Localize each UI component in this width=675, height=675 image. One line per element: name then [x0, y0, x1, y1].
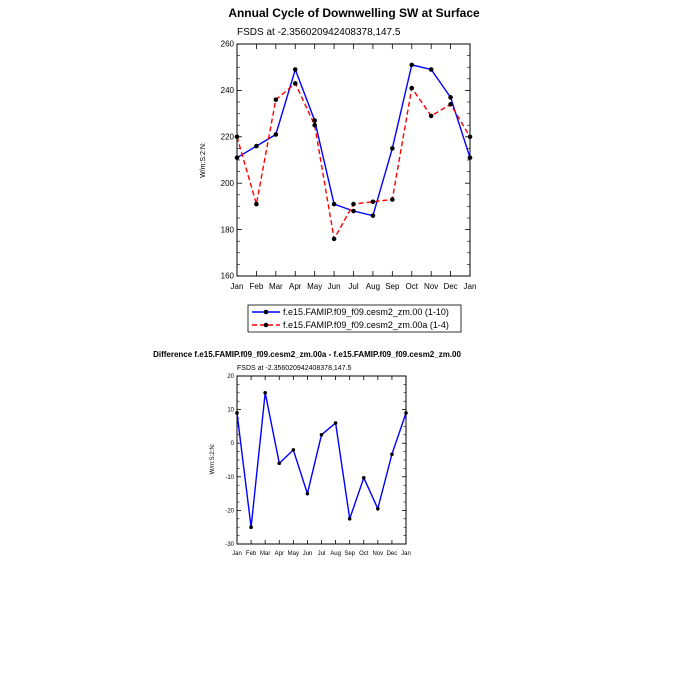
xtick-label: Sep	[344, 551, 356, 557]
ytick-label: 20	[227, 374, 234, 380]
series1-point-jan-12	[404, 411, 408, 415]
ytick-label: 220	[220, 132, 234, 142]
series1-point-feb-1	[254, 144, 259, 149]
series1-point-jul-6	[351, 209, 356, 214]
series2-point-feb-1	[254, 202, 259, 207]
chart-difference	[153, 350, 461, 557]
series1-point-sep-8	[348, 517, 352, 521]
xtick-label: Mar	[259, 551, 271, 557]
series1-point-nov-10	[376, 507, 380, 511]
chart1-title: Annual Cycle of Downwelling SW at Surface	[228, 6, 480, 20]
ytick-label: 0	[230, 441, 234, 448]
xtick-label: Sep	[385, 282, 400, 291]
series1-point-oct-9	[409, 63, 414, 68]
xtick-label: Nov	[424, 282, 439, 291]
ytick-label: 240	[220, 86, 234, 96]
xtick-label: Jan	[230, 282, 244, 291]
series2-point-oct-9	[409, 86, 414, 91]
legend-marker-series2	[264, 323, 269, 328]
chart1-ylabel: W/m:S:2:N:	[200, 142, 207, 178]
series1-point-mar-2	[263, 391, 267, 395]
series2-point-may-4	[312, 123, 317, 128]
xtick-label: Aug	[365, 282, 381, 291]
series-line-2	[237, 83, 470, 239]
series1-point-apr-3	[293, 67, 298, 72]
ytick-label: 10	[227, 407, 234, 414]
series2-point-jun-5	[332, 237, 337, 242]
series1-point-may-4	[312, 118, 317, 123]
xtick-label: Feb	[245, 551, 257, 557]
series2-point-apr-3	[293, 81, 298, 86]
xtick-label: Oct	[405, 282, 418, 291]
xtick-label: Jul	[348, 282, 359, 291]
chart2-series	[235, 391, 408, 529]
chart1-legend	[248, 305, 461, 332]
series1-point-jan-0	[235, 155, 240, 160]
series1-point-dec-11	[390, 452, 394, 456]
chart1-series	[235, 63, 473, 242]
series1-point-oct-9	[362, 476, 366, 480]
series2-point-aug-7	[371, 199, 376, 204]
series1-point-apr-3	[277, 462, 281, 466]
chart2-ylabel: W/m:S:2:N:	[210, 443, 216, 475]
series2-point-jan-0	[235, 135, 240, 140]
series1-point-mar-2	[274, 132, 279, 137]
xtick-label: Aug	[330, 551, 341, 557]
series2-point-nov-10	[429, 114, 434, 119]
series1-point-jan-12	[468, 155, 473, 160]
xtick-label: Dec	[386, 551, 398, 557]
xtick-label: Oct	[359, 551, 369, 557]
xtick-label: Feb	[249, 282, 264, 291]
chart1-ticks	[221, 40, 477, 291]
legend-marker-series1	[264, 310, 269, 315]
chart2-title: Difference f.e15.FAMIP.f09_f09.cesm2_zm.00a - f.e15.FAMIP.f09_f09.cesm2_zm.00	[153, 350, 461, 359]
legend-label-series2: f.e15.FAMIP.f09_f09.cesm2_zm.00a (1-4)	[283, 320, 449, 330]
xtick-label: Jan	[232, 551, 242, 557]
series2-point-dec-11	[448, 102, 453, 107]
xtick-label: May	[307, 282, 323, 291]
series1-point-aug-7	[371, 213, 376, 218]
xtick-label: Mar	[268, 282, 283, 291]
xtick-label: Nov	[372, 551, 384, 557]
series1-point-jan-0	[235, 411, 239, 415]
ytick-label: -10	[225, 474, 234, 481]
series1-point-sep-8	[390, 146, 395, 151]
chart-annual-cycle	[200, 6, 480, 291]
series1-point-jun-5	[306, 492, 310, 496]
series2-point-jan-12	[468, 135, 473, 140]
xtick-label: May	[287, 551, 300, 557]
chart1-subtitle: FSDS at -2.356020942408378,147.5	[237, 27, 401, 38]
chart2-subtitle: FSDS at -2.356020942408378,147.5	[237, 365, 352, 372]
series1-point-may-4	[292, 448, 296, 452]
ytick-label: -30	[225, 542, 234, 548]
series1-point-dec-11	[448, 95, 453, 100]
xtick-label: Jun	[302, 551, 313, 557]
series1-point-jul-6	[320, 433, 324, 437]
series1-point-aug-7	[334, 421, 338, 425]
series-line-1	[237, 65, 470, 216]
xtick-label: Apr	[289, 282, 302, 291]
ytick-label: -20	[225, 508, 234, 515]
xtick-label: Dec	[443, 282, 458, 291]
series2-point-mar-2	[274, 97, 279, 102]
ytick-label: 200	[220, 178, 234, 188]
ytick-label: 180	[220, 225, 234, 235]
series1-point-jun-5	[332, 202, 337, 207]
series1-point-nov-10	[429, 67, 434, 72]
series2-point-jul-6	[351, 202, 356, 207]
ytick-label: 160	[220, 271, 234, 281]
xtick-label: Apr	[274, 551, 284, 557]
xtick-label: Jan	[463, 282, 477, 291]
series2-point-sep-8	[390, 197, 395, 202]
chart2-ticks	[225, 374, 411, 557]
xtick-label: Jan	[401, 551, 411, 557]
series-line-1	[237, 393, 406, 527]
series1-point-feb-1	[249, 525, 253, 529]
ytick-label: 260	[220, 39, 234, 49]
chart1-plot-frame	[237, 44, 470, 276]
xtick-label: Jul	[317, 551, 326, 557]
xtick-label: Jun	[327, 282, 341, 291]
chart2-plot-frame	[237, 376, 406, 544]
legend-label-series1: f.e15.FAMIP.f09_f09.cesm2_zm.00 (1-10)	[283, 307, 449, 317]
